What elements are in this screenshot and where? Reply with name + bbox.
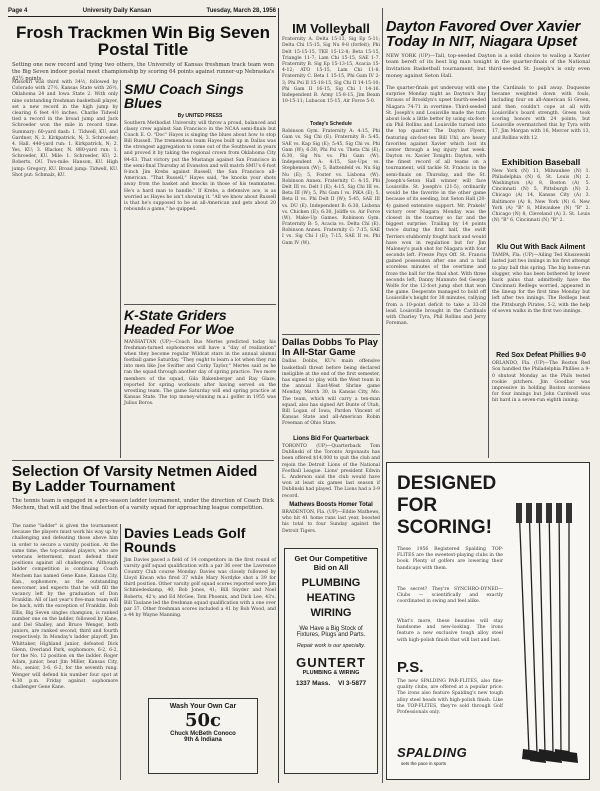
- klu-headline: Klu Out With Back Ailment: [496, 244, 586, 251]
- spalding-ps-body: The new SPALDING PAR-FLITES, also fine-quality clubs, are offered at a popular price. The irons also feature Spalding's new tough alloy steel heads with high-polish finish. Like the TOP-FLITES, they're sold through Golf Professionals only.: [397, 679, 503, 715]
- dobbs-headline: Dallas Dobbs To Play In All-Star Game: [282, 337, 378, 358]
- im-schedule: Robinson Gym. Fraternity A: 4:15, Phi Gam vs. Sig Chi (E). Fraternity B: 5:45, SAE vs. Kap Sig (E); 5:45, Sig Chi vs. Phi Gam (W); 6:30, Phi Psi vs. Theta Chi (E); 6:30, Sig Nu vs. Phi Gam (W). Independent A: 4:15, Sav-Ups vs. Stephenson (W); 5, Battenfeld vs. Nu Sig Nu (E); 5, Foster vs. Lisbona (W). Robinson Annex. Fraternity C: 4:15, Phi Delt III vs. Delt I (E); 4:15, Sig Chi III vs. Beta III (W); 5, Phi Gam I vs. PiKA (E); 5, Beta II vs. Phi Delt II (W); 5:45, SAE III vs. DU (E). Independent B: 6:30, Lisbona vs. Chicken (E); 6:30, Joliffe vs. Air Force (W). Make-Up Games. Robinson Gym. Fraternity B: 5, Acacia vs. Delta Chi (E). Robinson Annex. Fraternity C: 7:15, SAE I vs. Sig Chi I (E); 7:15, SAE II vs. Phi Gam IV (W).: [282, 129, 380, 246]
- section-rule: [282, 334, 380, 335]
- folio-paper: University Daily Kansan: [82, 8, 152, 14]
- netmen-headline: Selection Of Varsity Netmen Aided By Ladder Tournament: [12, 463, 258, 496]
- guntert-stock: We Have a Big Stock of Fixtures, Plugs and Parts.: [296, 626, 366, 638]
- conoco-line2: Chuck McBeth Conoco: [170, 731, 236, 737]
- davies-body: Jim Davies paced a field of 14 competitors in the first round of varsity golf squad qualification with a par 36 over the Lawrence Country Club course Monday. Davies was closely followed by Lloyd Kiwan who fired 37 while Mary Nordyke shot a 39 for third position. Other varsity golf squad scores reported were Jim Schmiedeskamp, 40, Bob Jones, 41; Bill Snyder and Noel Roberts, 42's; and Ed McGee, Tom Phoenix, and Dick Lee, 43's. Bill Taulane led the freshman squad qualification with a one over par 37. Other freshman scores included a 41 by Bob Wood, and a 44 by Wayne Manning.: [124, 557, 276, 619]
- lions-headline: Lions Bid For Quarterback: [293, 436, 369, 442]
- im-headline: IM Volleyball: [292, 21, 370, 36]
- spalding-logo: SPALDING: [397, 745, 468, 760]
- exhibition-story: [492, 158, 590, 239]
- guntert-repair: Repair work is our specialty.: [296, 643, 366, 649]
- guntert-contact: [289, 680, 373, 687]
- klu-story: [492, 244, 590, 353]
- frosh-lead: Setting one new record and tying two others, the University of Kansas freshman track team won the Big Seven indoor postal meet championship by scoring 64 points against runner-up Nebraska's 42½ points.: [12, 61, 274, 82]
- spalding-body-3: What's more, these beauties will stay handsome and new-looking. The irons feature a new exclusive tough alloy steel with high-polish finish that will last and last.: [397, 619, 503, 643]
- davies-story: [124, 526, 276, 680]
- spalding-headline-3: SCORING!: [397, 517, 492, 538]
- spalding-body-1: These 1956 Registered Spalding TOP-FLITES are the sweetest-playing clubs in the book. Plenty of golfers are lowering their handicaps with them.: [397, 547, 503, 571]
- redsox-body: ORLANDO, Fla. (UP)—The Boston Red Sox handled the Philadelphia Phillies a 9-0 shutout Monday as the Phils tested rookie pitchers. Jim Goodbar was impressive in holding Boston scoreless for four innings but John Cardwell was hit hard in a seven-run eighth inning.: [492, 361, 590, 404]
- page-divider: [278, 8, 279, 783]
- davies-headline: Davies Leads Golf Rounds: [124, 525, 246, 556]
- im-story: [282, 22, 380, 325]
- exhibition-body: New York (N) 11, Milwaukee (N) 1. Philadelphia (N) 6, St. Louis (N) 2. Washington (A) 8, Boston (A) 5. Cincinnati (N) 5, Pittsburgh (N) 2. Chicago (A) 14, Kansas City (A) 3. Baltimore (A) 8, New York (N) 6. New York (A) "B" 8, Milwaukee (N) "B" 2. Chicago (N) 8, Cleveland (A) 3. St. Louis (N) "B" 6, Cincinnati (N) "B" 2.: [492, 168, 590, 224]
- frosh-headline: Frosh Trackmen Win Big Seven Postal Title: [16, 23, 270, 60]
- spalding-ps: P.S.: [397, 659, 424, 676]
- conoco-ad: [148, 698, 258, 774]
- mathews-story: [282, 502, 380, 544]
- folio-page: Page 4: [8, 8, 28, 14]
- dobbs-body: Dallas Dobbs, KU's main offensive basketball threat before being declared ineligible at the end of the first semester, has signed to play with the West team in the annual East-West Shrine game Monday, March 30, in Kansas City, Mo. The team, which will carry a ten-man squad, also has signed Art Bunte of Utah, Bill Logan of Iowa, Pardon Vincent of Kansas State and all-American Robin Freeman of Ohio State.: [282, 359, 380, 427]
- netmen-lead: The tennis team is engaged in a pre-season ladder tournament, under the direction of Coach Dick Mechem, that will aid the final selection of a varsity squad for approaching league competition.: [12, 497, 274, 511]
- redsox-story: [492, 352, 590, 449]
- netmen-body: The name "ladder" is given the tournament because the players must work his way up by challenging and defeating those above him in order to secure a varsity position. At the same time, the top-ranked players, who are veterans letterment, must defend their positions against all challengers. Although ladder competition is continuing Coach Mechem has named Gene Kane, Kansas City, Kan., sophomore, as the outstanding newcomer, and expects that he will fill the vacancy left by the graduation of Don Franklin. All of last year's five-man team will be back, with the exception of Franklin. Bob Ellis, Big Seven singles champion, is ranked number one on the ladder, followed by Kane, and Del Shalley, and Bruce Wenger, both juniors, are ranked second, third and fourth respectively. In Monday's ladder playoff, Jim Whittaker, Highland junior, defeated Dick Glenn, Overland Park, sophomore, 6-2, 6-2, for the No. 12 position on the ladder. Roger Adam, junior, beat Jim Miller, Kansas City, Mo., senior, 3-6, 6-2, for the seventh rung. Wenger will defend his number four spot at 4:30 p.m. Friday against sophomore challenger Gene Kane.: [12, 524, 118, 690]
- guntert-ad: [284, 548, 378, 774]
- smu-story: [124, 82, 276, 301]
- spalding-tagline: sets the pace in sports: [401, 761, 447, 766]
- section-rule: [12, 460, 274, 461]
- spalding-headline-2: FOR: [397, 495, 438, 516]
- smu-headline: SMU Coach Sings Blues: [124, 81, 244, 112]
- dobbs-story: [282, 338, 380, 427]
- spalding-ad: [386, 462, 590, 780]
- folio-date: Tuesday, March 28, 1956: [206, 8, 276, 14]
- guntert-sub: PLUMBING & WIRING: [302, 670, 360, 676]
- section-rule: [124, 304, 276, 305]
- netmen-story: [12, 464, 274, 518]
- conoco-line1: Wash Your Own Car: [169, 703, 237, 710]
- dayton-right-body: the Cardinals to pull away. Duquesne became weighted down with fouls, including four on all-American Si Green, and then couldn't cope at all with Louisville's board strength. Green took scoring honors with 24 points, but Louisville overmatched this by Tyra with 17, Jim Morgan with 16, Mercer with 13, and Rollins with 12.: [492, 86, 590, 141]
- guntert-title: Get Our Competitive Bid on All: [294, 554, 368, 572]
- guntert-phone: VI 3-5877: [337, 680, 367, 687]
- conoco-price: 50c: [184, 710, 221, 731]
- spalding-body-2: The secret? They're SYNCHRO-DYNED—Clubs — scientifically and exactly coordinated in swing and feel alike.: [397, 587, 503, 605]
- kstate-story: [124, 308, 276, 454]
- frosh-story: [12, 24, 274, 82]
- column-rule: [120, 80, 121, 458]
- im-body: Fraternity A. Delta 15-13, Sig Ep 5-11; Delta Chi 15-15, Sig Nu 9-8 (forfeit); Phi Delt 15-15-15, TKE 15-12-8; Beta 15-15, Triangle 11-7; Lam Chi 15-15, SAE 1-7. Fraternity B. Sig Ep 15-13-15, Acacia 15-4-12; ATO 15-15, Lam Chi 11-8. Fraternity C. Beta 1 15-15, Phi Gam IV 2-3; Phi Psi II 15-18-15, Sig Chi II 14-15-10; Phi Gam II 16-15, Sig Chi I 14-16. Independent B. Army 15-8-15, Jim Beam 10-15-11; Lubacon 15-15, Air Force 5-0.: [282, 37, 380, 105]
- spalding-headline-1: DESIGNED: [397, 473, 497, 494]
- kstate-headline: K-State Griders Headed For Woe: [124, 307, 235, 338]
- lions-body: TORONTO (UP)—Quarterback Tom Dublinski of the Toronto Argonauts has been offered $14,000 to quit the club and rejoin the Detroit Lions of the National Football League. Lions' president Edwin L. Anderson said the club would have won at least six games last season if Dublinski had played. The Lions had a 3-9 record.: [282, 444, 380, 499]
- frosh-body: Missouri was third with 34½, followed by Colorado with 27½, Kansas State with 26½, Oklahoma 24 and Iowa State 2. With only nine outstanding freshman basketball player, set a new record in the high jump by clearing 6 feet 4½ inches. Charlie Tidwell tied a record in the broad jump and Jack Schroeder won the mile in record time. Summary: 60-yard dash: 1. Tidwell, KU, and Gardner, N; 2. Kirkpatrick, N; 3. Schroeder; 4. Hall. 440-yard run: 1. Kirkpatrick, N; 2. Yes, KU; 3. Blacker, N. 880-yard run: 1. Schroeder, KU. Mile: 1. Schroeder, KU; 2. Roberts, OU. Two-mile: Hanson, KU. High jump: Gregory, KU. Broad jump: Tidwell, KU. Shot put: Schmalz, KU.: [12, 80, 118, 178]
- dayton-story: [386, 19, 590, 79]
- smu-byline: By UNITED PRESS: [177, 112, 223, 119]
- klu-body: TAMPA, Fla. (UP)—Ailing Ted Kluszewski lasted just two innings in his first attempt to play ball this spring. The big home-run slugger, who has been bothered by lower back pains that admittedly have the Cincinnati Redlegs worried, appeared in the lineup for the first time Monday but left after two innings. The Redlegs beat the Pittsburgh Pirates, 5-2, with the help of seven walks in the first two innings.: [492, 253, 590, 314]
- im-schedule-title: Today's Schedule: [310, 121, 352, 128]
- mathews-body: BRADENTON, Fla. (UP)—Eddie Mathews, who hit 41 home runs last year, boosted his total to four Sunday against the Detroit Tigers.: [282, 510, 380, 534]
- guntert-plumbing: PLUMBING: [301, 577, 361, 589]
- column-rule: [382, 8, 383, 783]
- golf-clubs-illustration: [509, 503, 585, 773]
- lions-story: [282, 436, 380, 499]
- dayton-headline: Dayton Favored Over Xavier Today In NIT, Niagara Upset: [386, 19, 581, 50]
- dayton-lead: NEW YORK (UP)—Tall, top-seeded Dayton is a solid choice to wallop a Xavier team bereft of its best big man tonight in the quarter-finals of the National Invitation Basketball tournament, but third-seeded St. Joseph's is only even money against Seton Hall.: [386, 52, 590, 79]
- dayton-body: The quarter-finals got underway with one surprise Monday night as Dayton's Ray Strauss of Brooklyn's upset fourth-seeded Niagara 74-71 in overtime. Third-seeded St. Joseph's and Louisville made the turn about look a little better by using six-foot-six Phil Rollins and Louisville turned into the top quarter. The Dayton Flyers, featuring six-foot-ten Bill Uhl, are heavy favorites against Xavier which lost its center through a leg injury last week. Dayton vs. Xavier Tonight: Dayton, with the finest record of all teams on a tournament, will tackle St. Francis in the semi-finals on Thursday, and the St. Joseph's-Seton Hall winner will face Louisville. St. Joseph's (21-5), ordinarily would be the favorite in the other game because of its seeding, but Seton Hall (20-4) gained extensive support. Mr. Prakels' victory over Niagara Monday was the closest in the tourney so far and the biggest surprise. Trailing by 14 points twice during the first half, the swift Terriers stubbornly fought back and would have won in regulation but for Jim Maloney's push shot for Niagara with four seconds left. Freeze Pays Off. St. Francis gained possession after one and a half scoreless minutes of the overtime and froze the ball for the final shot. With three seconds left, Danny Mannuto fed George Wolfe for the 12-foot jump shot that won the game. Desperate managed to hold off Louisville's height for 38 minutes, rallying from a 10-point deficit to take a 33-28 lead. Louisville brought in the Cardinals with Charley Tyra, Phil Rollins and Jerry Foreman.: [386, 86, 486, 327]
- guntert-name: GUNTERT: [296, 655, 366, 670]
- column-rule: [120, 524, 121, 780]
- mathews-headline: Mathews Boosts Homer Total: [289, 502, 373, 508]
- newspaper-page: [8, 8, 592, 783]
- guntert-address: 1337 Mass.: [295, 680, 331, 687]
- exhibition-headline: Exhibition Baseball: [501, 157, 581, 167]
- kstate-body: MANHATTAN (UP)—Coach Bus Mertes predicted today his freshman-turned sophomores will have a "day of realization" when they become regular Wildcat stars in the annual alumni football game Saturday. "They ought to learn a lot when they run into men like Joe Swifter and Corky Taylor," Mertes said as he ran the squad through another day of spring practice. Two more members of the squad, Gila Bakenberger and Ray Glaze, reported for spring workouts after having served on the wrestling team. The game Saturday will end spring practice at Kansas State. The top money-winning m.a.i golfer in 1955 was Julius Boros.: [124, 339, 276, 407]
- folio: [8, 8, 276, 17]
- redsox-headline: Red Sox Defeat Phillies 9-0: [496, 352, 586, 359]
- guntert-heating: HEATING: [306, 592, 356, 604]
- guntert-wiring: WIRING: [310, 607, 352, 619]
- conoco-line3: 9th & Indiana: [184, 737, 222, 743]
- column-rule: [488, 86, 489, 458]
- smu-body: Southern Methodist University will throw a proud, balanced and classy crew against San Francisco in the NCAA semi-finals but Coach E. O. "Doc" Hayes is singing the blues about how to stop Bill Russell. The tremendous team Hayes built up in Dallas was the strongest aggregation to come out of the Southwest in years and proved it by taking the regional crown from Oklahoma City 84-63. That victory put the Mustangs against San Francisco in the semi-final Thursday at Evanston and will match SMU's 6-foot 8-inch Jim Krebs against Russell, the San Francisco all-American. "That Russell," Hayes said, "he knocks your shots away from the basket and knocks in those of his teammates. He's a hard man to handle." If Krebs, a defensive ace, is as worried as Hayes he isn't showing it. "All we know about Russell is that he's supposed to be an all-American and gets about 20 rebounds a game," he quipped.: [124, 120, 276, 213]
